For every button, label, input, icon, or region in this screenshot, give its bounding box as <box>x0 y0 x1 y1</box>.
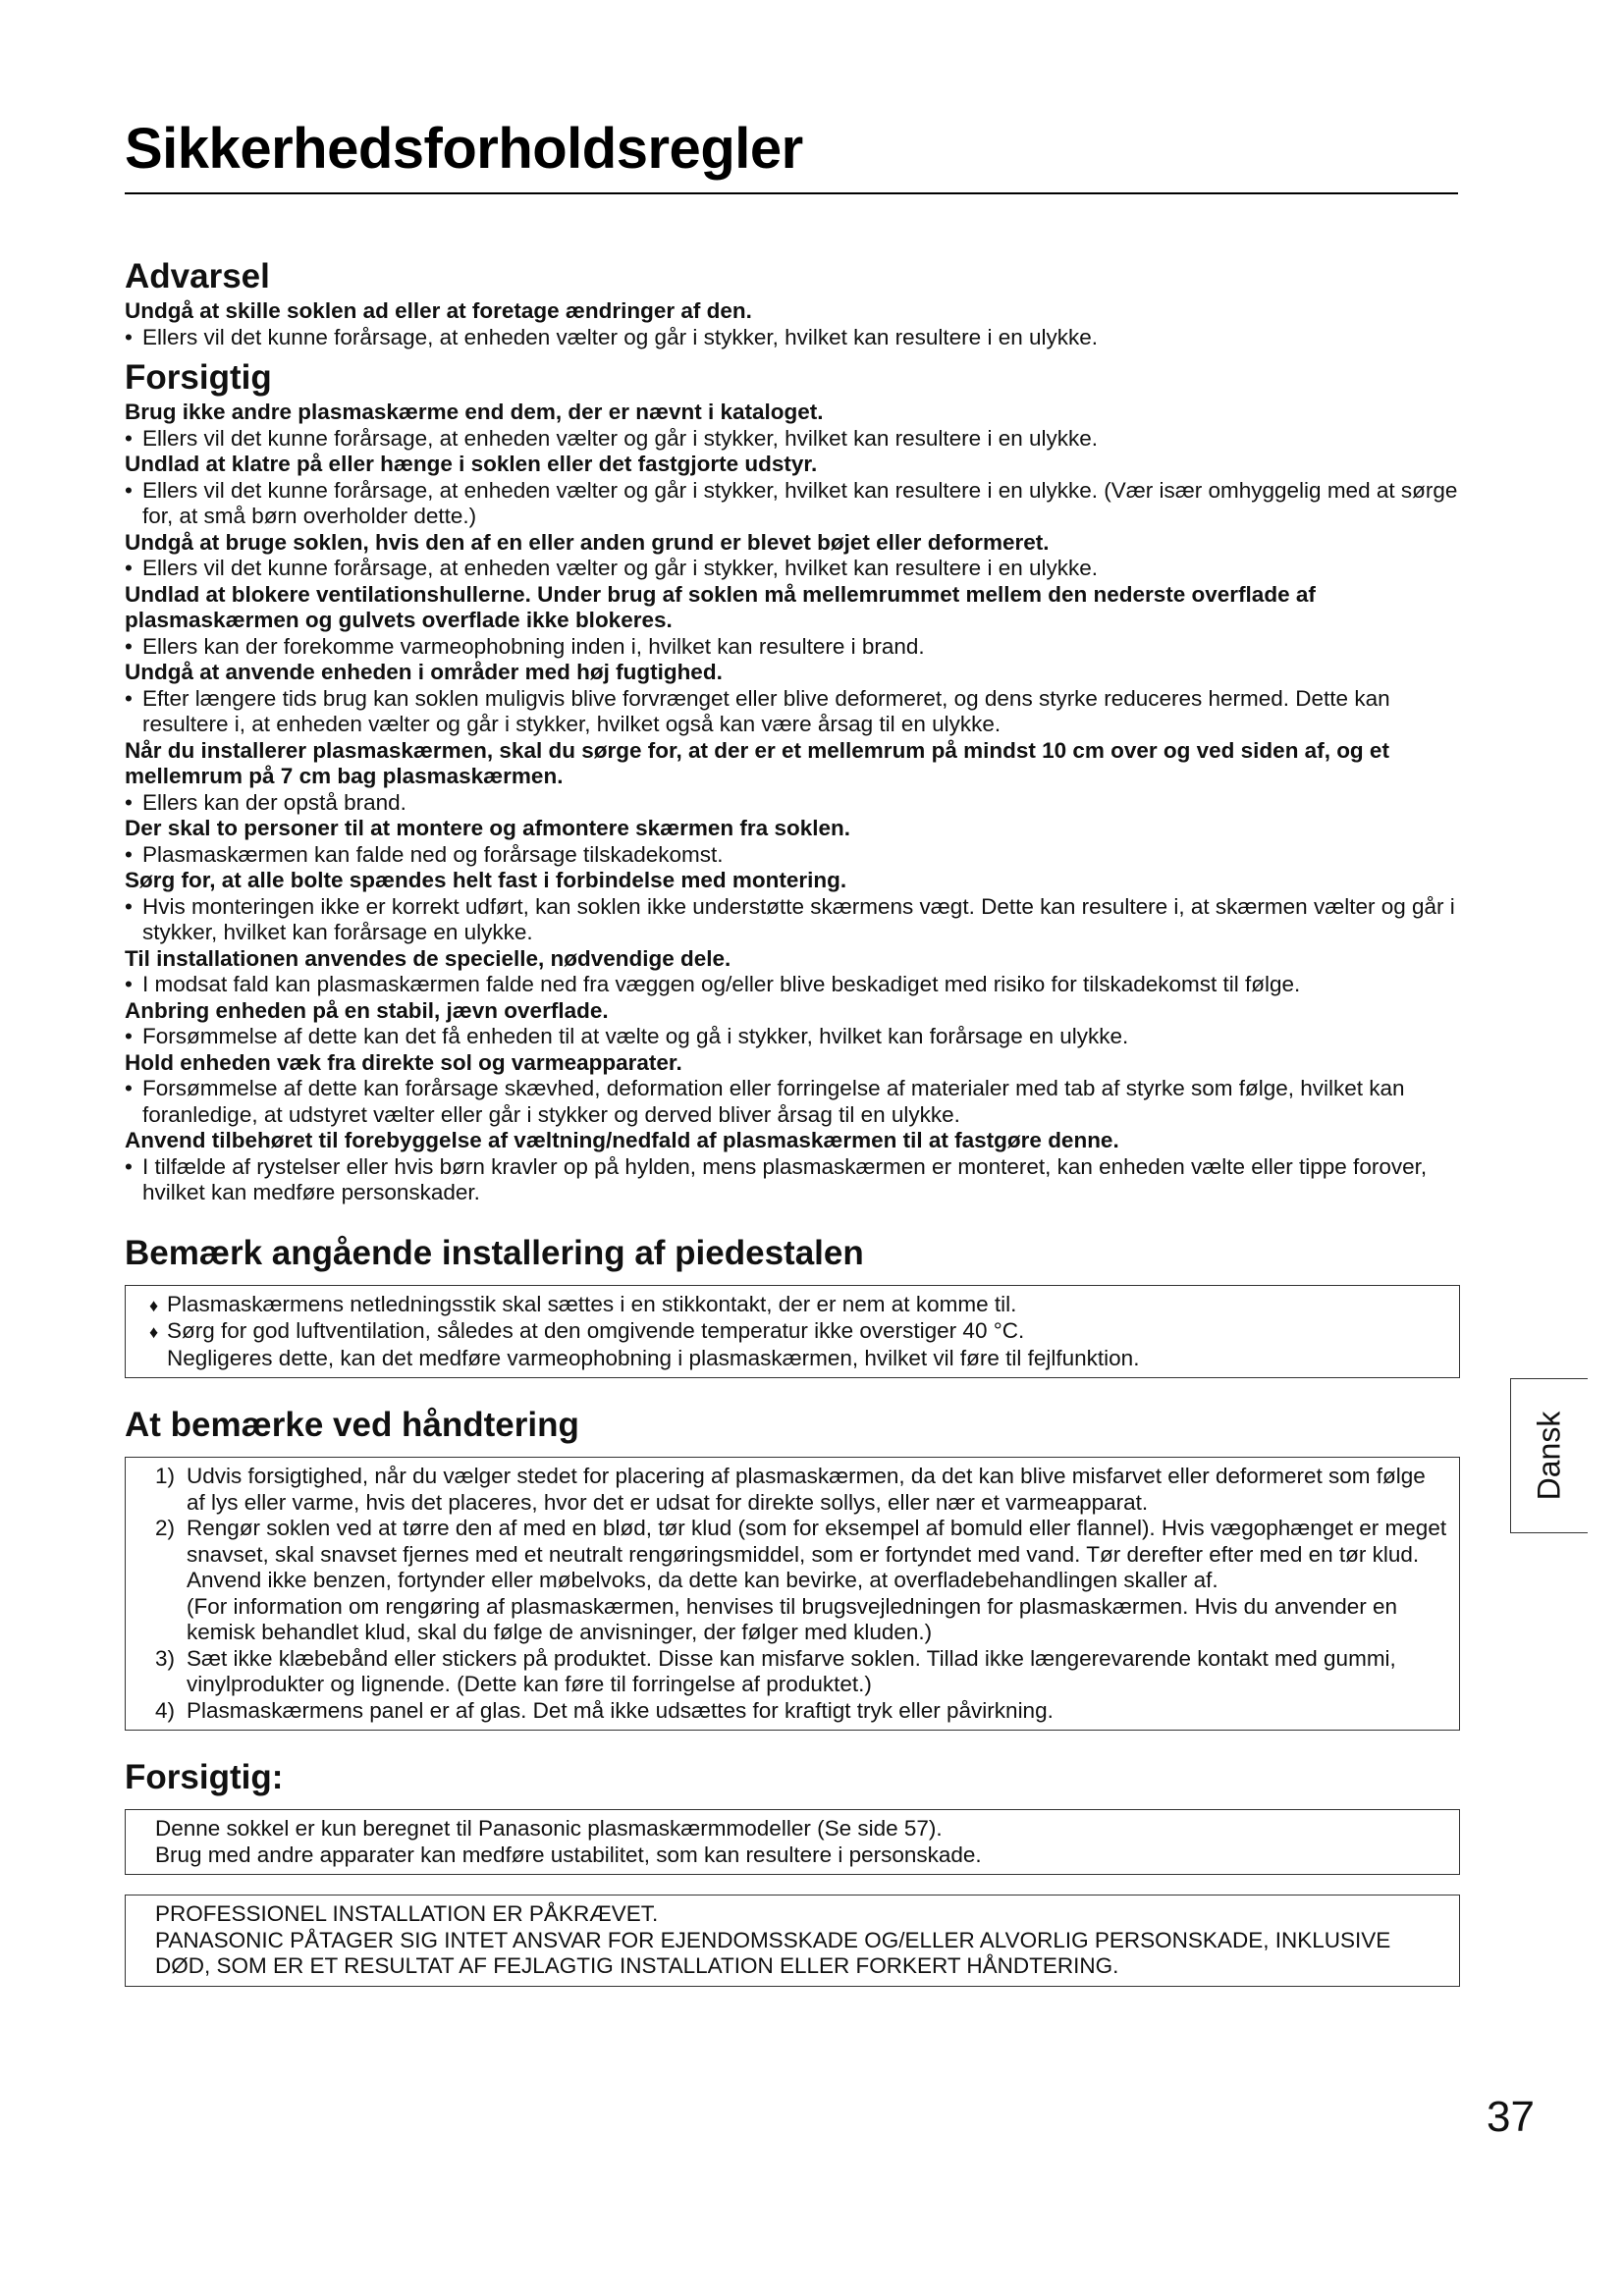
language-tab <box>1510 1378 1588 1533</box>
bullet-icon: • <box>125 477 133 503</box>
caution-subhead: Undlad at blokere ventilationshullerne. Under brug af soklen må mellemrummet mellem den nederste overflade af plasmaskærmen og gulvets overflade ikke blokeres. <box>125 581 1316 632</box>
caution-subhead: Anvend tilbehøret til forebyggelse af væltning/nedfald af plasmaskærmen til at fastgøre denne. <box>125 1128 1119 1152</box>
caution-line: Denne sokkel er kun beregnet til Panasonic plasmaskærmmodeller (Se side 57). <box>155 1816 943 1841</box>
caution-bullet: • Ellers kan der opstå brand. <box>125 789 406 815</box>
handling-item: 1) Udvis forsigtighed, når du vælger stedet for placering af plasmaskærmen, da det kan blive misfarvet eller deformeret som følge af lys eller varme, hvis det placeres, hvor det er udsat for direkte sollys, eller nær et varmeapparat. <box>155 1464 1426 1515</box>
install-note-line: ♦ Plasmaskærmens netledningsstik skal sættes i en stikkontakt, der er nem at komme til. <box>149 1292 1447 1319</box>
bullet-icon: • <box>125 1076 133 1100</box>
professional-box <box>125 1895 1460 1987</box>
caution-bullet: • Plasmaskærmen kan falde ned og forårsage tilskadekomst. <box>125 841 724 867</box>
caution-subhead: Undgå at bruge soklen, hvis den af en eller anden grund er blevet bøjet eller deformeret. <box>125 529 1050 555</box>
handling-item: 4) Plasmaskærmens panel er af glas. Det må ikke udsættes for kraftigt tryk eller påvirkning. <box>155 1697 1054 1723</box>
bullet-icon: • <box>125 789 133 815</box>
title-divider <box>125 192 1458 194</box>
install-note-section <box>125 1234 1460 1379</box>
bullet-icon: • <box>125 556 133 580</box>
caution-bullet: • I tilfælde af rystelser eller hvis børn kravler op på hylden, mens plasmaskærmen er monteret, kan enheden vælte eller tippe forover, hvilket kan medføre personskader. <box>125 1153 1428 1204</box>
caution-bullet: • I modsat fald kan plasmaskærmen falde ned fra væggen og/eller blive beskadiget med risiko for tilskadekomst til følge. <box>125 972 1301 996</box>
page-number: 37 <box>1487 2093 1535 2141</box>
handling-item: 3) Sæt ikke klæbebånd eller stickers på produktet. Disse kan misfarve soklen. Tillad ikke længerevarende kontakt med gummi, vinylprodukter og lignende. (Dette kan føre til forringelse af produktet.) <box>155 1645 1396 1696</box>
advarsel-section <box>125 257 1460 350</box>
caution-subhead: Undgå at anvende enheden i områder med høj fugtighed. <box>125 660 723 684</box>
diamond-icon: ♦ <box>149 1295 159 1315</box>
handling-note-box <box>125 1457 1460 1731</box>
caution-subhead: Når du installerer plasmaskærmen, skal du sørge for, at der er et mellemrum på mindst 10 cm over og ved siden af, og et mellemrum på 7 cm bag plasmaskærmen. <box>125 737 1389 788</box>
bullet-icon: • <box>125 425 133 451</box>
caution-subhead: Sørg for, at alle bolte spændes helt fast i forbindelse med montering. <box>125 868 847 892</box>
warning-bullet: • Ellers vil det kunne forårsage, at enheden vælter og går i stykker, hvilket kan resultere i en ulykke. <box>125 324 1098 349</box>
handling-note-section <box>125 1406 1460 1731</box>
bullet-icon: • <box>125 972 133 996</box>
caution-subhead: Til installationen anvendes de specielle, nødvendige dele. <box>125 945 731 971</box>
professional-line: PANASONIC PÅTAGER SIG INTET ANSVAR FOR EJENDOMSSKADE OG/ELLER ALVORLIG PERSONSKADE, INKLUSIVE DØD, SOM ER ET RESULTAT AF FEJLAGTIG INSTALLATION ELLER FORKERT HÅNDTERING. <box>155 1927 1391 1978</box>
caution-bullet: • Hvis monteringen ikke er korrekt udført, kan soklen ikke understøtte skærmens vægt. Dette kan resultere i, at skærmen vælter og går i stykker, hvilket kan forårsage en ulykke. <box>125 893 1455 944</box>
caution-bullet: • Forsømmelse af dette kan forårsage skævhed, deformation eller forringelse af materialer med tab af styrke som følge, hvilket kan foranledige, at udstyret vælter eller går i stykker og derved bliver årsag til en ulykke. <box>125 1076 1405 1127</box>
handling-note-heading: At bemærke ved håndtering <box>125 1406 579 1444</box>
caution-subhead: Brug ikke andre plasmaskærme end dem, der er nævnt i kataloget. <box>125 400 824 424</box>
caution-subhead: Anbring enheden på en stabil, jævn overflade. <box>125 997 609 1023</box>
forsigtig-heading: Forsigtig <box>125 358 272 397</box>
handling-item-extra: (For information om rengøring af plasmaskærmen, henvises til brugsvejledningen for plasmaskærmen. Hvis du anvender en kemisk behandlet klud, skal du følge de anvisninger, der følger med kluden.) <box>187 1593 1398 1644</box>
caution-bullet: • Ellers kan der forekomme varmeophobning inden i, hvilket kan resultere i brand. <box>125 633 925 659</box>
bullet-icon: • <box>125 1153 133 1179</box>
caution-subhead: Undlad at klatre på eller hænge i soklen eller det fastgjorte udstyr. <box>125 452 818 476</box>
language-tab-label: Dansk <box>1531 1411 1567 1501</box>
caution-bullet: • Forsømmelse af dette kan det få enheden til at vælte og gå i stykker, hvilket kan forårsage en ulykke. <box>125 1024 1129 1048</box>
main-content <box>125 257 1460 1987</box>
professional-line: PROFESSIONEL INSTALLATION ER PÅKRÆVET. <box>155 1901 659 1926</box>
caution-bullet: • Ellers vil det kunne forårsage, at enheden vælter og går i stykker, hvilket kan resultere i en ulykke. (Vær især omhyggelig med at sørge for, at små børn overholder dette.) <box>125 477 1458 528</box>
caution-bullet: • Ellers vil det kunne forårsage, at enheden vælter og går i stykker, hvilket kan resultere i en ulykke. <box>125 425 1098 451</box>
caution-bullet: • Efter længere tids brug kan soklen muligvis blive forvrænget eller blive deformeret, og dens styrke reduceres hermed. Dette kan resultere i, at enheden vælter og går i stykker, hvilket også kan være årsag til en ulykke. <box>125 685 1390 736</box>
bullet-icon: • <box>125 893 133 919</box>
page-title: Sikkerhedsforholdsregler <box>125 117 803 181</box>
caution-line: Brug med andre apparater kan medføre ustabilitet, som kan resultere i personskade. <box>155 1842 982 1867</box>
warning-subhead: Undgå at skille soklen ad eller at foretage ændringer af den. <box>125 298 752 323</box>
advarsel-heading: Advarsel <box>125 257 270 295</box>
caution-box <box>125 1809 1460 1875</box>
caution-section <box>125 1758 1460 1987</box>
handling-item: 2) Rengør soklen ved at tørre den af med en blød, tør klud (som for eksempel af bomuld eller flannel). Hvis vægophænget er meget snavset, skal snavset fjernes med et neutralt rengøringsmiddel, som er fortyndet med vand. Tør derefter efter med en tør klud. Anvend ikke benzen, fortynder eller møbelvoks, da dette kan bevirke, at overfladebehandlingen skaller af. <box>155 1516 1447 1592</box>
forsigtig-section <box>125 358 1460 1206</box>
bullet-icon: • <box>125 324 133 349</box>
install-note-line: ♦ Sørg for god luftventilation, således at den omgivende temperatur ikke overstiger 40 °C. <box>149 1318 1447 1346</box>
caution-heading: Forsigtig: <box>125 1758 284 1796</box>
bullet-icon: • <box>125 841 133 867</box>
bullet-icon: • <box>125 1024 133 1048</box>
caution-subhead: Der skal to personer til at montere og afmontere skærmen fra soklen. <box>125 816 850 840</box>
bullet-icon: • <box>125 633 133 659</box>
caution-subhead: Hold enheden væk fra direkte sol og varmeapparater. <box>125 1049 682 1075</box>
install-note-heading: Bemærk angående installering af piedestalen <box>125 1233 864 1272</box>
caution-bullet: • Ellers vil det kunne forårsage, at enheden vælter og går i stykker, hvilket kan resultere i en ulykke. <box>125 556 1098 580</box>
install-note-box <box>125 1285 1460 1379</box>
diamond-icon: ♦ <box>149 1322 159 1342</box>
bullet-icon: • <box>125 685 133 711</box>
install-note-continuation: Negligeres dette, kan det medføre varmeophobning i plasmaskærmen, hvilket vil føre til fejlfunktion. <box>167 1345 1140 1370</box>
